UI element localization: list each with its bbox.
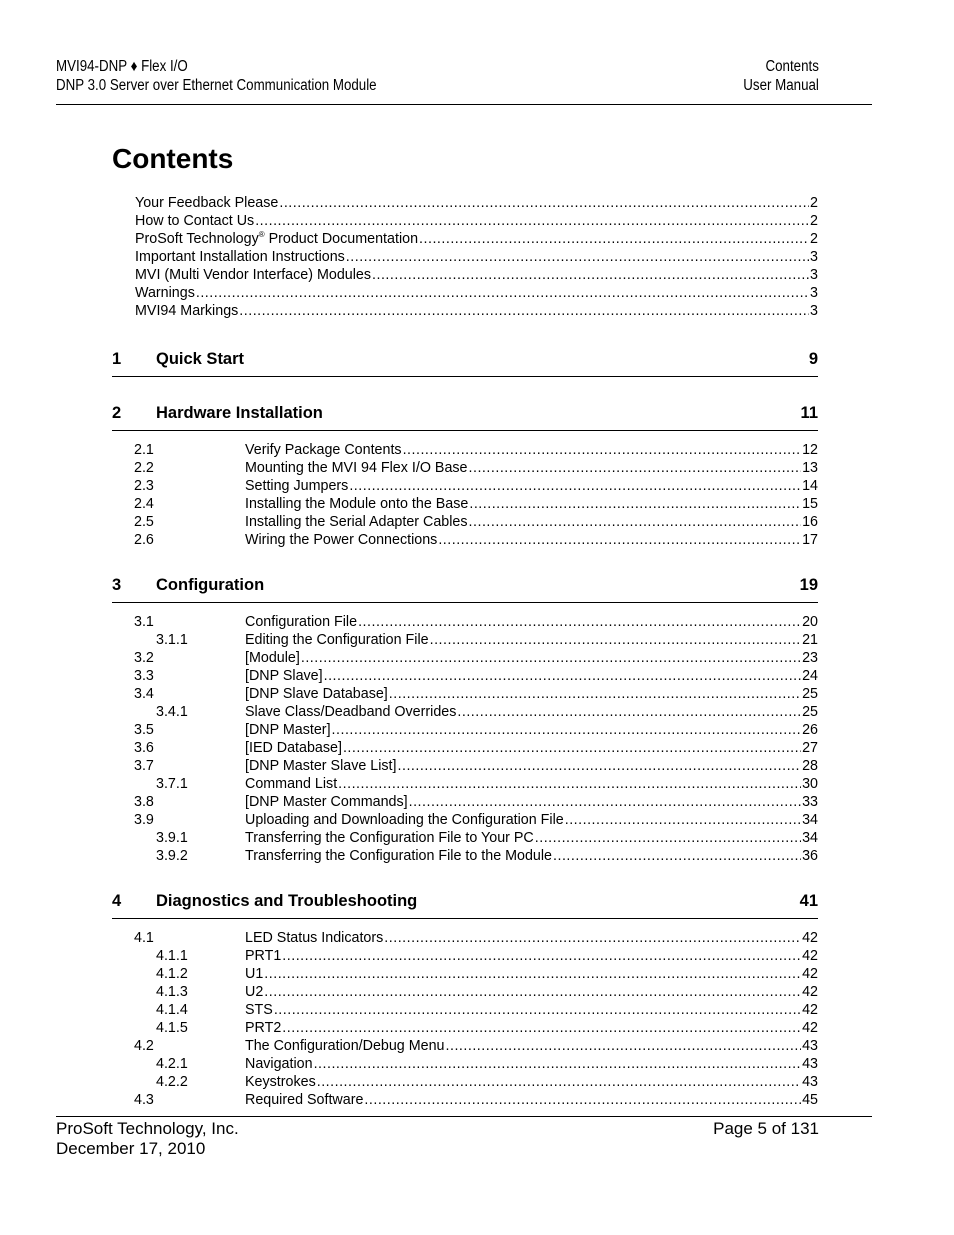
toc-page-number: 45 bbox=[802, 1092, 818, 1108]
chapter-title: Quick Start bbox=[156, 350, 245, 368]
section-title: U2 bbox=[245, 984, 264, 1000]
section-number: 3.6 bbox=[134, 740, 154, 756]
toc-entry[interactable] bbox=[112, 441, 818, 459]
dot-leader bbox=[358, 613, 801, 631]
page-footer-left bbox=[56, 1119, 239, 1158]
section-number: 3.4 bbox=[134, 686, 154, 702]
dot-leader bbox=[565, 811, 801, 829]
section-title: [DNP Slave] bbox=[245, 668, 323, 684]
section-number: 3.9.1 bbox=[156, 830, 188, 846]
toc-entry[interactable] bbox=[112, 929, 818, 947]
chapter-section-list bbox=[112, 929, 818, 1109]
section-number: 2.2 bbox=[134, 460, 154, 476]
dot-leader bbox=[314, 1055, 802, 1073]
toc-page-number: 42 bbox=[802, 984, 818, 1000]
toc-entry[interactable] bbox=[112, 230, 818, 248]
toc-entry[interactable] bbox=[112, 757, 818, 775]
toc-entry[interactable] bbox=[112, 477, 818, 495]
section-number: 3.9 bbox=[134, 812, 154, 828]
toc-entry-title bbox=[112, 302, 238, 320]
section-number: 4.2.1 bbox=[156, 1056, 188, 1072]
section-title: The Configuration/Debug Menu bbox=[245, 1038, 445, 1054]
section-title: [DNP Master Commands] bbox=[245, 794, 408, 810]
toc-page-number: 27 bbox=[802, 740, 818, 756]
toc-page-number: 14 bbox=[802, 478, 818, 494]
toc-page-number: 13 bbox=[802, 460, 818, 476]
chapter-page-number: 9 bbox=[808, 350, 818, 368]
toc-page-number: 21 bbox=[802, 632, 818, 648]
toc-entry-title-suffix: Product Documentation bbox=[264, 231, 419, 247]
section-title: [DNP Master] bbox=[245, 722, 331, 738]
toc-page-number: 42 bbox=[802, 1020, 818, 1036]
toc-chapter bbox=[112, 402, 818, 549]
dot-leader bbox=[438, 531, 801, 549]
header-product: MVI94-DNP ♦ Flex I/O bbox=[56, 58, 188, 75]
section-number: 2.4 bbox=[134, 496, 154, 512]
chapter-title: Configuration bbox=[156, 576, 265, 594]
section-number: 3.3 bbox=[134, 668, 154, 684]
toc-page-number: 25 bbox=[802, 686, 818, 702]
toc-entry[interactable] bbox=[112, 721, 818, 739]
toc-entry-title-text: MVI (Multi Vendor Interface) Modules bbox=[135, 267, 371, 283]
section-title: [DNP Master Slave List] bbox=[245, 758, 397, 774]
toc-chapter-heading[interactable] bbox=[112, 348, 818, 377]
toc-chapter-heading[interactable] bbox=[112, 574, 818, 603]
dot-leader bbox=[469, 513, 802, 531]
dot-leader bbox=[364, 1091, 801, 1109]
toc-page-number: 24 bbox=[802, 668, 818, 684]
section-title: Required Software bbox=[245, 1092, 364, 1108]
section-title: Installing the Serial Adapter Cables bbox=[245, 514, 468, 530]
dot-leader bbox=[389, 685, 801, 703]
page-header-left bbox=[56, 57, 712, 95]
toc-entry[interactable] bbox=[112, 459, 818, 477]
toc-page-number: 34 bbox=[802, 830, 818, 846]
dot-leader bbox=[282, 947, 801, 965]
section-number: 2.1 bbox=[134, 442, 154, 458]
dot-leader bbox=[264, 983, 801, 1001]
toc-page-number: 43 bbox=[802, 1056, 818, 1072]
toc-page-number: 20 bbox=[802, 614, 818, 630]
dot-leader bbox=[301, 649, 801, 667]
toc-page-number: 12 bbox=[802, 442, 818, 458]
toc-chapter-heading[interactable] bbox=[112, 890, 818, 919]
chapter-title: Diagnostics and Troubleshooting bbox=[156, 892, 418, 910]
section-title: Wiring the Power Connections bbox=[245, 532, 438, 548]
registered-mark: ® bbox=[258, 230, 265, 240]
header-module: DNP 3.0 Server over Ethernet Communication Module bbox=[56, 77, 377, 94]
section-title: U1 bbox=[245, 966, 264, 982]
dot-leader bbox=[446, 1037, 802, 1055]
toc-entry[interactable] bbox=[112, 284, 818, 302]
chapter-heading-left bbox=[112, 890, 417, 912]
dot-leader bbox=[196, 284, 809, 302]
toc-page-number: 3 bbox=[810, 303, 818, 319]
header-section: Contents bbox=[765, 58, 819, 75]
toc-entry[interactable] bbox=[112, 649, 818, 667]
toc-entry[interactable] bbox=[112, 1091, 818, 1109]
toc-entry[interactable] bbox=[112, 631, 818, 649]
page-title: Contents bbox=[112, 143, 234, 174]
dot-leader bbox=[398, 757, 802, 775]
toc-page-number: 28 bbox=[802, 758, 818, 774]
chapter-heading-left bbox=[112, 348, 244, 370]
toc-entry[interactable] bbox=[112, 1073, 818, 1091]
section-number: 3.8 bbox=[134, 794, 154, 810]
chapter-heading-left bbox=[112, 574, 264, 596]
chapter-page-number: 41 bbox=[799, 892, 818, 910]
dot-leader bbox=[255, 212, 809, 230]
toc-entry[interactable] bbox=[112, 266, 818, 284]
toc-page-number: 2 bbox=[810, 231, 818, 247]
toc-entry[interactable] bbox=[112, 947, 818, 965]
toc-entry-title bbox=[112, 230, 418, 248]
toc-page-number: 42 bbox=[802, 1002, 818, 1018]
dot-leader bbox=[403, 441, 802, 459]
toc-entry-title bbox=[112, 194, 278, 212]
toc-page-number: 25 bbox=[802, 704, 818, 720]
section-title: PRT1 bbox=[245, 948, 282, 964]
dot-leader bbox=[346, 248, 809, 266]
chapter-title: Hardware Installation bbox=[156, 404, 323, 422]
toc-page-number: 2 bbox=[810, 213, 818, 229]
section-title: Navigation bbox=[245, 1056, 313, 1072]
dot-leader bbox=[324, 667, 801, 685]
section-number: 3.7.1 bbox=[156, 776, 188, 792]
section-number: 3.1 bbox=[134, 614, 154, 630]
section-title: [IED Database] bbox=[245, 740, 342, 756]
chapter-section-list bbox=[112, 441, 818, 549]
dot-leader bbox=[274, 1001, 801, 1019]
dot-leader bbox=[317, 1073, 801, 1091]
toc-entry-title bbox=[112, 284, 195, 302]
page-header-right bbox=[743, 57, 819, 95]
section-title: Installing the Module onto the Base bbox=[245, 496, 469, 512]
section-number: 4.1.2 bbox=[156, 966, 188, 982]
toc-page-number: 42 bbox=[802, 930, 818, 946]
section-number: 3.7 bbox=[134, 758, 154, 774]
chapter-number: 4 bbox=[112, 892, 122, 910]
dot-leader bbox=[384, 929, 801, 947]
toc-entry[interactable] bbox=[112, 703, 818, 721]
toc-entry[interactable] bbox=[112, 1001, 818, 1019]
toc-entry-title-text: How to Contact Us bbox=[135, 213, 255, 229]
footer-page-number: Page 5 of 131 bbox=[713, 1119, 819, 1138]
toc-page-number: 43 bbox=[802, 1038, 818, 1054]
toc-entry[interactable] bbox=[112, 739, 818, 757]
toc-entry-title bbox=[112, 212, 254, 230]
toc-page-number: 15 bbox=[802, 496, 818, 512]
section-title: Command List bbox=[245, 776, 338, 792]
dot-leader bbox=[409, 793, 801, 811]
toc-entry[interactable] bbox=[112, 1019, 818, 1037]
section-title: Uploading and Downloading the Configuration File bbox=[245, 812, 564, 828]
toc-entry[interactable] bbox=[112, 1055, 818, 1073]
dot-leader bbox=[349, 477, 801, 495]
toc-entry[interactable] bbox=[112, 829, 818, 847]
section-number: 2.3 bbox=[134, 478, 154, 494]
toc-page-number: 23 bbox=[802, 650, 818, 666]
footer-date: December 17, 2010 bbox=[56, 1138, 206, 1158]
table-of-contents bbox=[112, 194, 818, 1117]
section-title: STS bbox=[245, 1002, 273, 1018]
section-number: 4.2 bbox=[134, 1038, 154, 1054]
toc-page-number: 30 bbox=[802, 776, 818, 792]
section-title: Transferring the Configuration File to the Module bbox=[245, 848, 553, 864]
toc-entry[interactable] bbox=[112, 212, 818, 230]
toc-page-number: 3 bbox=[810, 267, 818, 283]
toc-page-number: 2 bbox=[810, 195, 818, 211]
section-title: Transferring the Configuration File to Your PC bbox=[245, 830, 534, 846]
toc-page-number: 16 bbox=[802, 514, 818, 530]
header-rule bbox=[56, 104, 872, 105]
section-number: 4.1.3 bbox=[156, 984, 188, 1000]
dot-leader bbox=[457, 703, 801, 721]
section-title: PRT2 bbox=[245, 1020, 282, 1036]
toc-entry[interactable] bbox=[112, 248, 818, 266]
section-title: Keystrokes bbox=[245, 1074, 316, 1090]
dot-leader bbox=[279, 194, 809, 212]
toc-entry[interactable] bbox=[112, 685, 818, 703]
toc-page-number: 33 bbox=[802, 794, 818, 810]
chapter-section-list bbox=[112, 613, 818, 865]
dot-leader bbox=[372, 266, 809, 284]
section-number: 3.9.2 bbox=[156, 848, 188, 864]
dot-leader bbox=[264, 965, 801, 983]
dot-leader bbox=[469, 495, 801, 513]
section-number: 2.5 bbox=[134, 514, 154, 530]
toc-chapter bbox=[112, 348, 818, 377]
toc-page-number: 42 bbox=[802, 948, 818, 964]
dot-leader bbox=[430, 631, 802, 649]
chapter-page-number: 11 bbox=[800, 404, 818, 422]
section-number: 4.1.5 bbox=[156, 1020, 188, 1036]
section-number: 2.6 bbox=[134, 532, 154, 548]
section-number: 3.4.1 bbox=[156, 704, 188, 720]
section-number: 3.1.1 bbox=[156, 632, 188, 648]
chapter-heading-left bbox=[112, 402, 323, 424]
toc-entry-title-text: Warnings bbox=[135, 285, 195, 301]
toc-entry[interactable] bbox=[112, 613, 818, 631]
toc-entry-title-text: ProSoft Technology bbox=[135, 231, 259, 247]
dot-leader bbox=[419, 230, 809, 248]
footer-rule bbox=[56, 1116, 872, 1117]
dot-leader bbox=[282, 1019, 801, 1037]
toc-entry[interactable] bbox=[112, 513, 818, 531]
section-number: 4.2.2 bbox=[156, 1074, 188, 1090]
toc-entry[interactable] bbox=[112, 983, 818, 1001]
toc-entry[interactable] bbox=[112, 495, 818, 513]
chapter-number: 3 bbox=[112, 576, 122, 594]
toc-entry[interactable] bbox=[112, 775, 818, 793]
section-number: 4.1.1 bbox=[156, 948, 188, 964]
dot-leader bbox=[535, 829, 801, 847]
toc-entry[interactable] bbox=[112, 811, 818, 829]
dot-leader bbox=[469, 459, 802, 477]
toc-chapter bbox=[112, 574, 818, 865]
toc-entry[interactable] bbox=[112, 847, 818, 865]
toc-page-number: 26 bbox=[802, 722, 818, 738]
section-number: 4.3 bbox=[134, 1092, 154, 1108]
toc-entry-title-text: MVI94 Markings bbox=[135, 303, 239, 319]
toc-entry[interactable] bbox=[112, 667, 818, 685]
toc-page-number: 3 bbox=[810, 249, 818, 265]
toc-entry[interactable] bbox=[112, 1037, 818, 1055]
section-number: 3.5 bbox=[134, 722, 154, 738]
section-title: Slave Class/Deadband Overrides bbox=[245, 704, 457, 720]
toc-entry-title bbox=[112, 266, 371, 284]
section-title: [Module] bbox=[245, 650, 300, 666]
toc-entry[interactable] bbox=[112, 793, 818, 811]
section-title: Mounting the MVI 94 Flex I/O Base bbox=[245, 460, 468, 476]
toc-entry-title-text: Your Feedback Please bbox=[135, 195, 279, 211]
section-title: Verify Package Contents bbox=[245, 442, 402, 458]
toc-entry[interactable] bbox=[112, 194, 818, 212]
section-title: Editing the Configuration File bbox=[245, 632, 429, 648]
toc-entry[interactable] bbox=[112, 302, 818, 320]
toc-entry[interactable] bbox=[112, 965, 818, 983]
toc-page-number: 42 bbox=[802, 966, 818, 982]
dot-leader bbox=[553, 847, 801, 865]
toc-page-number: 43 bbox=[802, 1074, 818, 1090]
toc-chapter bbox=[112, 890, 818, 1109]
section-number: 3.2 bbox=[134, 650, 154, 666]
toc-entry-title bbox=[112, 248, 345, 266]
chapter-page-number: 19 bbox=[799, 576, 818, 594]
toc-page-number: 17 bbox=[802, 532, 818, 548]
toc-page-number: 36 bbox=[802, 848, 818, 864]
footer-company: ProSoft Technology, Inc. bbox=[56, 1119, 239, 1138]
section-title: Setting Jumpers bbox=[245, 478, 349, 494]
toc-chapter-heading[interactable] bbox=[112, 402, 818, 431]
toc-page-number: 34 bbox=[802, 812, 818, 828]
page-footer-right bbox=[713, 1119, 819, 1139]
toc-page-number: 3 bbox=[810, 285, 818, 301]
section-title: Configuration File bbox=[245, 614, 358, 630]
dot-leader bbox=[338, 775, 801, 793]
dot-leader bbox=[332, 721, 802, 739]
section-number: 4.1.4 bbox=[156, 1002, 188, 1018]
dot-leader bbox=[343, 739, 801, 757]
header-doc-type: User Manual bbox=[743, 77, 819, 94]
dot-leader bbox=[239, 302, 809, 320]
section-title: LED Status Indicators bbox=[245, 930, 384, 946]
chapter-number: 2 bbox=[112, 404, 122, 422]
toc-entry-title-text: Important Installation Instructions bbox=[135, 249, 345, 265]
toc-entry[interactable] bbox=[112, 531, 818, 549]
section-number: 4.1 bbox=[134, 930, 154, 946]
chapter-number: 1 bbox=[112, 350, 122, 368]
section-title: [DNP Slave Database] bbox=[245, 686, 388, 702]
